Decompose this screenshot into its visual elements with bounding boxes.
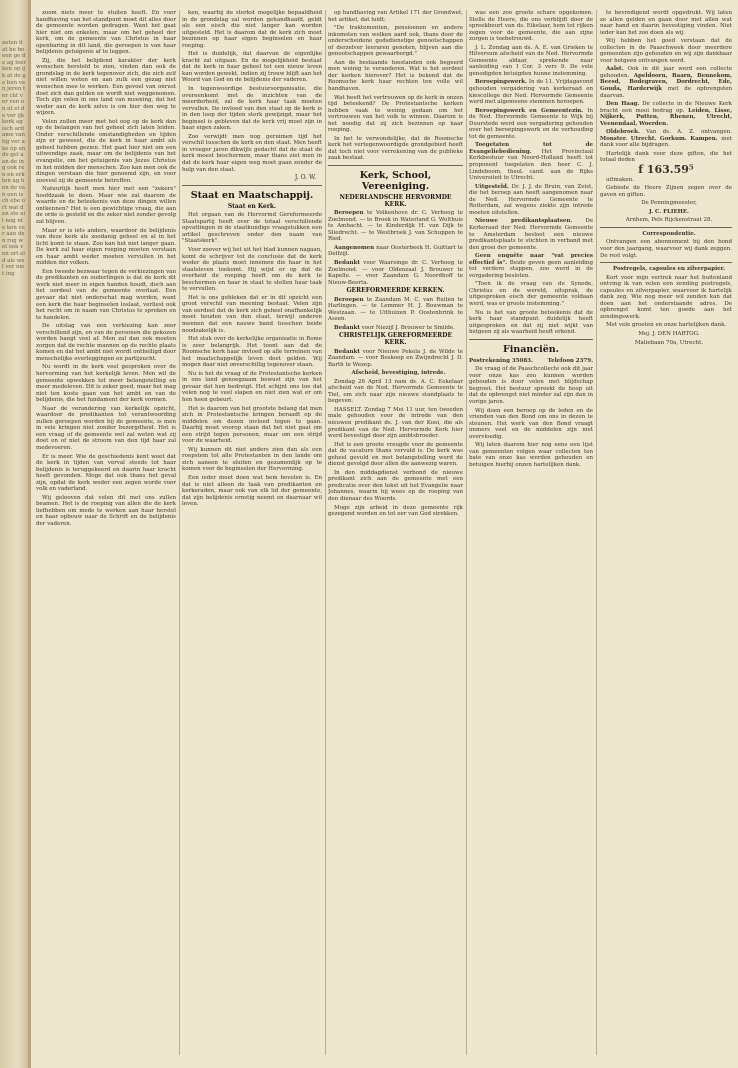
chr-geref-heading: CHRISTELIJK GEREFORMEERDE KERK. xyxy=(338,332,453,346)
article-column-1: zoom niets meer te stuiten heeft. En voor handhaving van het standpunt moet dit alles door de gemeente worden gedragen. Want het gaat hier niet om enkelen, maar om het geheel der kerk, om de gemeente van Christus in haar openbaring in dit land, die geroepen is van haar belijdenis getuigenis af te leggen. Zij, die het belijdend karakter der kerk wenschen hersteld te zien, vinden dan ook de grondslag in de kerk tegenover zich, die zich zelf niet willen weten en aan zulk een gezag niet wenschen mee te werken. Een gevoel van onrust doet zich dan gelden en wordt niet weggenomen. Toch zijn velen in ons land van meening, dat het weder aan de kerk zelve is om hier den weg te wijzen. Velen zullen meer met het oog op de kerk dan op de belangen van het geheel zich laten leiden. Onder verschillende omstandigheden en tijden zijn er geweest, die de kerk in haar ambt als geheel hebben gezien. Het gaat hier niet om een uitwendige zaak, maar om de belijdenis van het evangelie, om het getuigenis van Jezus Christus in het midden der menschen. Zoo kan men ook de dingen verstaan die hier genoemd zijn, en voor zooveel zij de gemeente betreffen. Natuurlijk heeft men hier met een "zekere" hoofdzaak te doen. Maar wie zal daarom de waarde en de beteekenis van deze dingen willen ontkennen? Het is een gewichtige vraag, die aan de orde is gesteld en die zeker niet zonder gevolg zal blijven. Maar er is iets anders, waardoor de belijdenis van deze kerk als zoodanig geheel en al in het licht komt te staan. Zoo kan het niet langer gaan. De kerk zal haar eigen roeping moeten verstaan en haar ambt weder moeten vervullen in het midden der volken. Een tweede bezwaar tegen de verkiezingen van de predikanten en ouderlingen is dat de kerk dit werk niet meer in eigen handen houdt, doch aan het oordeel van de gemeente overlaat. Een gevaar dat niet onderschat mag worden, want een kerk die haar beginselen loslaat, verliest ook het recht om in naam van Christus te spreken en te handelen. De uitslag van een verkiezing kan zeer verschillend zijn, en van de personen die gekozen worden hangt veel af. Men zal dan ook moeten zorgen dat de rechte mannen op de rechte plaats komen en dat het ambt niet wordt ontheiligd door menschelijke overleggingen en partijzucht. Nu wordt in de kerk veel gesproken over de hervorming van het kerkelijk leven. Men wil de gemeente opwekken tot meer belangstelling en meer medeleven. Dit is zeker goed, maar het mag niet ten koste gaan van het ambt en van de belijdenis, die het fundament der kerk vormen. Naar de verandering van kerkelijk opzicht, waardoor de predikanten tot verantwoording zullen geroepen worden bij de gemeente, is men in vele kringen niet zonder bezorgdheid. Het is een vraag of de gemeente wel zal weten wat zij doet en of niet de stroom van den tijd haar zal medevoeren. Er is meer. Wie de geschiedenis kent weet dat de kerk in tijden van verval steeds tot haar belijdenis is teruggekeerd en daarin haar kracht heeft gevonden. Moge dat ook thans het geval zijn, opdat de kerk weder een zegen worde voor volk en vaderland. Wij gelooven dat velen dit met ons zullen beamen. Het is de roeping van allen die de kerk liefhebben om mede te werken aan haar herstel en haar opbouw naar de Schrift en de belijdenis der vaderen. xyxy=(36,10,176,528)
page-fold-shadow xyxy=(28,0,31,1068)
section-divider xyxy=(469,339,593,340)
column-rule xyxy=(466,10,467,1055)
column-rule xyxy=(325,10,326,1055)
article-column-3: op handhaving van Artikel 171 der Grondwet, het artikel, dat luidt: "De traktementen, pensioenen en andere inkomsten van welken aard ook, thans door de onderscheidene godsdienstige genootschappen of derzelver leeraren genoten, blijven aan die genootschappen gewaarborgd." Aan de bestaande toestanden ook begeerd men weinig te veranderen. Wat is het oordeel der kerken hierover? Het is bekend dat de Roomsche kerk haar rechten ten volle wil handhaven. Wat heeft het vertrouwen op de kerk in onzen tijd beteekend? De Protestantsche kerken hebben vaak te weinig gedaan om het vertrouwen van het volk te winnen. Daarom is het noodig dat zij zich bezinnen op haar roeping. In het te verwondelijke, dat de Roomsche kerk het vertegenwoordigde grondgebied heeft dat toch niet voor verrekening van de publieke zaak bestaat. Kerk, School, Vereeniging. NEDERLANDSCHE HERVORMDE KERK. Beroepen te Volkenhove dr. C. Verhoog te Zoelmond. — te Broek in Waterland G. Wolthuis te Ambacht. — te Kinderdijk H. van Dijk te Sliedrecht. — te Westbroek J. van Schuppen te Ried. Aangenomen naar Oosterbeek H. Guittart te Delfzijl. Bedankt voor Waarsinge dr. C. Verhoog te Zoelmond. — voor Oldenzaal J. Brouwer te Kapelle. — voor Zaandam G. Noordhoff te Nieuw-Beerta. GEREFORMEERDE KERKEN. Beroepen te Zaandam M. C. van Ruiten te Harlingen. — te Lemmer H. J. Bouwman te Westzaan. — te Uithuizen P. Oostenbrink te Assen. Bedankt voor Niezijl J. Brouwer te Smilde. CHRISTELIJK GEREFORMEERDE KERK. Bedankt voor Nieuwe Pekela J. de Wilde te Zaandam. — voor Boskoop en Zwijndrecht J. D. Barth te Wezep. Afscheid, bevestiging, intrede. Zondag 26 April 13 nam ds. A. C. Eekelaar afscheid van de Ned. Hervormde Gemeente te Tiel, om zich naar zijn nieuwe standplaats te begeven. HASSELT. Zondag 7 Mei 11 uur, ten tweeden male gehouden voor de intrede van den nieuwen predikant ds. J. van der Kooi, die als predikant van de Ned. Hervormde Kerk hier werd bevestigd door zijn ambtsbroeder. Het is een groote vreugde voor de gemeente dat de vacature thans vervuld is. De kerk was geheel gevuld en met belangstelling werd de dienst gevolgd door allen die aanwezig waren. In den middagdienst verbond de nieuwe predikant zich aan de gemeente met een predicatie over den tekst uit het Evangelie naar Johannes, waarin hij wees op de roeping van den dienaar des Woords. Moge zijn arbeid in deze gemeente rijk gezegend worden en tot eer van God strekken. xyxy=(328,10,463,518)
article-column-2: ken, waarbij de sterkst mogelijke bepaaldheid in de grondslag zal worden gehandhaafd, geldt als een eisch die niet langer kan worden uitgesteld. Het is daarom dat de kerk zich moet bezinnen op haar eigen beginselen en haar roeping. Het is duidelijk, dat daarvan de eigenlijke kracht zal uitgaan. En de mogelijkheid bestaat dat de kerk in haar geheel tot een nieuw leven kan worden gewekt, indien zij trouw blijft aan het Woord van God en de belijdenis der vaderen. In tegenwoordige bestuursorganisatie, die overeenkomt met de inzichten van de meerderheid, zal de kerk haar taak moeten vervullen. De invloed van den staat op de kerk is in den loop der tijden sterk gewijzigd, maar het beginsel is gebleven dat de kerk vrij moet zijn in haar eigen zaken. Zoo verwijdt men nog geruimen tijd het verschil tusschen de kerk en den staat. Men heeft in vroeger jaren dikwijls gedacht dat de staat de kerk moest beschermen, maar thans ziet men in dat de kerk haar eigen weg moet gaan zonder de hulp van den staat. J. O. W. Staat en Maatschappij. Staat en Kerk. Het orgaan van de Hervormd Gereformeerde Staatspartij heeft over de totaal verschillende opvattingen in de staatkundige vraagstukken een artikel geschreven onder den naam van "Staatskerk". Voor zoover wij het uit het blad kunnen nagaan, komt de schrijver tot de conclusie dat de kerk weder de plaats moet innemen die haar in het staatsleven toekomt. Hij wijst er op dat de overheid de roeping heeft om de kerk te beschermen en haar in staat te stellen haar taak te vervullen. Het is ons gebleken dat er in dit opzicht een groot verschil van meening bestaat. Velen zijn van oordeel dat de kerk zich geheel onafhankelijk moet houden van den staat, terwijl anderen meenen dat een nauwe band tusschen beide noodzakelijk is. Het stuk over de kerkelijke organisatie in Rome is zeer belangrijk. Het toont aan dat de Roomsche kerk haar invloed op alle terreinen van het maatschappelijk leven doet gelden. Wij mogen daar niet onverschillig tegenover staan. Nu is het de vraag of de Protestantsche kerken in ons land genoegzaam bewust zijn van het gevaar dat hen bedreigt. Het schijnt ons toe dat velen nog te veel slapen en niet zien wat er om hen heen gebeurt. Het is daarom van het grootste belang dat men zich in Protestantsche kringen beraadt op de middelen om dezen invloed tegen te gaan. Daarbij moet voorop staan dat het niet gaat om een strijd tegen personen, maar om een strijd voor de waarheid. Wij kunnen dit niet anders zien dan als een roepstem tot alle Protestanten in den lande om zich aaneen te sluiten en gezamenlijk op te komen voor de beginselen der Hervorming. Een ieder moet doen wat hem bevolen is. En dat is niet alleen de taak van predikanten en kerkeraden, maar ook van elk lid der gemeente, dat zijn belijdenis ernstig neemt en daarnaar wil leven. xyxy=(182,10,322,508)
penningmeester-label: De Penningmeester, xyxy=(641,200,697,207)
financien-heading: Financiën. xyxy=(503,343,559,355)
adjacent-page-text: aeten it at he bo een ge de ag leer ken op ijk at de ge hen van jeren ter cht ver ven on at el de ver ijk kerk ag isch ard ame van tig ver ake op en de gel aan de ing ook ren en erk ten ag hen de van een isch ebe ort wat den ste eil nog nte ken ver aan den rug wel ook ven ort eld als wel ver niet ing xyxy=(2,40,26,277)
correspondentie-heading: Correspondentie. xyxy=(642,230,696,237)
article-column-4: was een zoo groote schare opgekomen. Stelle de Heere, die ons verblijdt door de spreekbeurt van ds. Eikelaar, hem tot rijken zegen voor de gemeente, die aan zijne zorgen is toebetrouwd. J. L. Zondag aan ds. A. E. van Grieken te Hilversum afscheid van de Ned. Hervormde Gemeente aldaar, sprekende naar aanleiding van I Cor. 3 vers 9. De vele genodigden betuigden hunne instemming. Beroepingswerk. In de 11. Vrijdagavond gehouden vergadering van kerkeraad en kiescollege der Ned. Hervormde Gemeente werd met algemeene stemmen beroepen. Beroepingswerk en Gemeentezin. In de Ned. Hervormde Gemeente te Wijk bij Duurstede werd een vergadering gehouden over het beroepingswerk en de verhouding tot de gemeente. Toegetaten tot de Evangeliebediening. Het Provinciaal Kerkbestuur van Noord-Holland heeft tot proponent toegelaten den heer C. J. Lindeboom, theol. cand. aan de Rijks Universiteit te Utrecht. Uitgesteld. Dr. J. J. de Bruin, van Zeist, die het beroep aan heeft aangenomen naar de Ned. Hervormde Gemeente te Rotterdam, zal wegens ziekte zijn intrede moeten uitstellen. Nieuwe predikantsplaatsen. De Kerkeraad der Ned. Hervormde Gemeente te Amsterdam besloot een nieuwe predikantsplaats te stichten in verband met den groei der gemeente. Geen enquête naar "vat precies effectief is". Beide geven geen aanleiding tot verdere stappen, zoo werd in de vergadering besloten. "Toen ik de vraag van de Synode, Christus en de wereld, uitsprak, de uitgesproken eisch der gemeente voldaan werd, was er groote instemming." Nu is het van groote beteekenis dat de kerk haar standpunt duidelijk heeft uitgesproken en dat zij niet wijkt van hetgeen zij als waarheid heeft erkend. Financiën. Postrekening 35083. Telefoon 2379. De vraag of de Paaschcollecte ook dit jaar voor onze kas zou kunnen worden gehouden is door velen met blijdschap begroet. Het bestuur spreekt de hoop uit dat de opbrengst niet minder zal zijn dan in vorige jaren. Wij doen een beroep op de leden en de vrienden van den Bond om ons in dezen te steunen. Het werk van den Bond vraagt immers veel en de middelen zijn niet overvloedig. Wij laten daarom hier nog eens een lijst van gemeenten volgen waar collecten ten bate van onze kas werden gehouden en betuigen hierbij onzen hartelijken dank. xyxy=(469,10,593,468)
geref-heading: GEREFORMEERDE KERKEN. xyxy=(346,287,445,295)
postregels-heading: Postregels, capsules en zilverpapier. xyxy=(613,266,725,273)
nhk-heading: NEDERLANDSCHE HERVORMDE KERK. xyxy=(339,194,452,208)
hartog-address: Maliebaan 70a, Utrecht. xyxy=(634,339,704,346)
column-rule xyxy=(179,10,180,1055)
kerk-section-heading: Kerk, School, Vereeniging. xyxy=(359,170,432,193)
hartog-name: Mej. J. DEN HARTOG. xyxy=(638,330,700,337)
section-divider xyxy=(600,262,732,263)
telefoon: Telefoon 2379. xyxy=(547,357,593,364)
article-column-5: te bevredigend wordt opgedrukt. Wij laten ze allen gelden en gaan door met allen wat naar hand en daarin bevestiging vinden. Niet ieder kan het zoo doen als wij. Wij hebben het goed verstaan dat de collecten in de Paaschweek door meerdere gemeenten zijn gehouden en wij zijn dankbaar voor hetgeen ontvangen werd. Aalst. Ook in dit jaar werd een collecte gehouden. Apeldoorn, Baarn, Bennekom, Beesd, Bodegraven, Dordrecht, Ede, Gouda, Harderwijk met de opbrengsten daarvan. Den Haag. De collecte in de Nieuwe Kerk bracht een mooi bedrag op. Leiden, Lisse, Nijkerk, Putten, Rhenen, Utrecht, Veenendaal, Woerden. Oldebroek. Van ds. A. Z. ontvangen. Monster. Utrecht. Gorkum. Kampen. met dank voor alle bijdragen. Hartelijk dank voor deze giften, die het totaal deden f 163.59⁵ uitmaken. Gebiede de Heere Zijnen zegen over de gaven en giften. De Penningmeester, J. C. FLIEHE. Arnhem, Pels Rijckenstraat 28. Correspondentie. Ontvangen een abonnement bij den bond voor den jaargang, waarvoor wij dank zeggen. De rest volgt. Postregels, capsules en zilverpapier. Kort voor mijn vertrek naar het buitenland ontving ik van velen een zending postregels, capsules en zilverpapier, waarvoor ik hartelijk dank zeg. Wie nog meer wil zenden kan dat doen aan het onderstaande adres. De opbrengst komt ten goede aan het zendingswerk. Met vele groeten en onze hartelijken dank. Mej. J. DEN HARTOG. Maliebaan 70a, Utrecht. xyxy=(600,10,732,346)
uitmaken-text: uitmaken. xyxy=(606,176,634,183)
penningmeester-address: Arnhem, Pels Rijckenstraat 28. xyxy=(625,217,713,224)
section-divider xyxy=(600,227,732,228)
total-amount: f 163.59⁵ xyxy=(638,163,694,177)
penningmeester-name: J. C. FLIEHE. xyxy=(649,208,689,215)
postrekening: Postrekening 35083. xyxy=(469,357,533,364)
column-rule xyxy=(596,10,597,1055)
section-divider xyxy=(182,185,322,186)
section-divider xyxy=(328,165,463,166)
staat-subheading: Staat en Kerk. xyxy=(227,202,277,210)
financien-contact xyxy=(469,358,593,365)
article-signature: J. O. W. xyxy=(294,174,316,182)
staat-section-heading: Staat en Maatschappij. xyxy=(190,189,314,201)
